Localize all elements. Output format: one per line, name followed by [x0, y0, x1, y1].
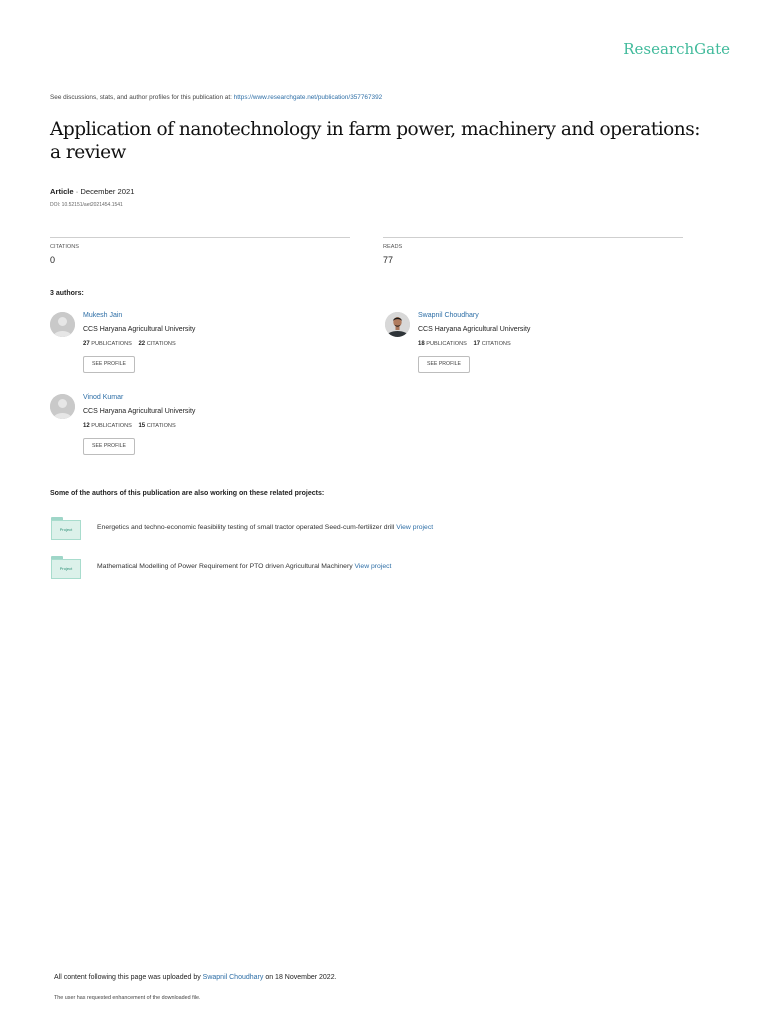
project-folder-icon	[50, 556, 82, 580]
reads-value: 77	[383, 255, 394, 265]
authors-heading: 3 authors:	[50, 290, 84, 297]
citations-label: CITATIONS	[146, 341, 176, 347]
author-institution: CCS Haryana Agricultural University	[83, 326, 196, 333]
author-card	[385, 312, 685, 382]
citations-count: 17	[473, 341, 481, 347]
author-name-link[interactable]: Vinod Kumar	[83, 394, 124, 401]
author-card	[50, 394, 350, 464]
citations-label: CITATIONS	[146, 423, 176, 429]
page-title: Application of nanotechnology in farm power, machinery and operations: a review	[50, 119, 700, 163]
reads-divider	[383, 237, 683, 238]
author-institution: CCS Haryana Agricultural University	[83, 408, 196, 415]
project-icon-label: Project	[51, 559, 81, 579]
upload-prefix: All content following this page was uploaded by	[54, 974, 201, 981]
default-avatar-icon[interactable]	[50, 394, 75, 419]
doi-text: DOI: 10.52151/aet2021454.1541	[50, 202, 123, 208]
discussion-line	[50, 94, 382, 101]
citations-count: 15	[138, 423, 146, 429]
citations-label: CITATIONS	[481, 341, 511, 347]
upload-date: on 18 November 2022.	[265, 974, 337, 981]
project-folder-icon	[50, 517, 82, 541]
project-icon-label: Project	[51, 520, 81, 540]
enhancement-note: The user has requested enhancement of the downloaded file.	[54, 995, 201, 1001]
citations-divider	[50, 237, 350, 238]
view-project-link[interactable]: View project	[396, 524, 434, 531]
author-stats	[418, 341, 511, 347]
citations-label: CITATIONS	[50, 244, 80, 250]
see-profile-button[interactable]: SEE PROFILE	[418, 356, 470, 373]
projects-heading: Some of the authors of this publication are also working on these related projects:	[50, 490, 325, 497]
reads-label: READS	[383, 244, 403, 250]
discussion-prefix: See discussions, stats, and author profiles for this publication at:	[50, 94, 232, 101]
citations-value: 0	[50, 255, 56, 265]
publications-count: 12	[83, 423, 90, 429]
author-institution: CCS Haryana Agricultural University	[418, 326, 531, 333]
author-stats	[83, 341, 176, 347]
project-title: Energetics and techno-economic feasibility testing of small tractor operated Seed-cum-fertilizer drill	[97, 524, 395, 531]
article-meta	[50, 187, 134, 196]
project-item	[50, 556, 730, 582]
author-card	[50, 312, 350, 382]
project-text	[97, 563, 391, 570]
default-avatar-icon[interactable]	[50, 312, 75, 337]
article-type: Article	[50, 187, 74, 196]
publications-count: 27	[83, 341, 90, 347]
citations-count: 22	[138, 341, 146, 347]
publications-label: PUBLICATIONS	[91, 423, 132, 429]
see-profile-button[interactable]: SEE PROFILE	[83, 438, 135, 455]
publication-url-link[interactable]: https://www.researchgate.net/publication/357767392	[233, 94, 383, 101]
see-profile-button[interactable]: SEE PROFILE	[83, 356, 135, 373]
publications-label: PUBLICATIONS	[91, 341, 132, 347]
project-text	[97, 524, 433, 531]
project-title: Mathematical Modelling of Power Requirement for PTO driven Agricultural Machinery	[97, 563, 353, 570]
author-stats	[83, 423, 176, 429]
publications-label: PUBLICATIONS	[426, 341, 467, 347]
author-name-link[interactable]: Swapnil Choudhary	[418, 312, 479, 319]
article-date: December 2021	[80, 187, 135, 196]
author-name-link[interactable]: Mukesh Jain	[83, 312, 123, 319]
publications-count: 18	[418, 341, 425, 347]
researchgate-logo[interactable]: ResearchGate	[623, 40, 730, 58]
meta-separator: ·	[73, 187, 81, 196]
upload-note	[54, 974, 337, 981]
uploader-link[interactable]: Swapnil Choudhary	[202, 974, 264, 981]
author-photo-avatar[interactable]	[385, 312, 410, 337]
project-item	[50, 517, 730, 543]
view-project-link[interactable]: View project	[354, 563, 392, 570]
